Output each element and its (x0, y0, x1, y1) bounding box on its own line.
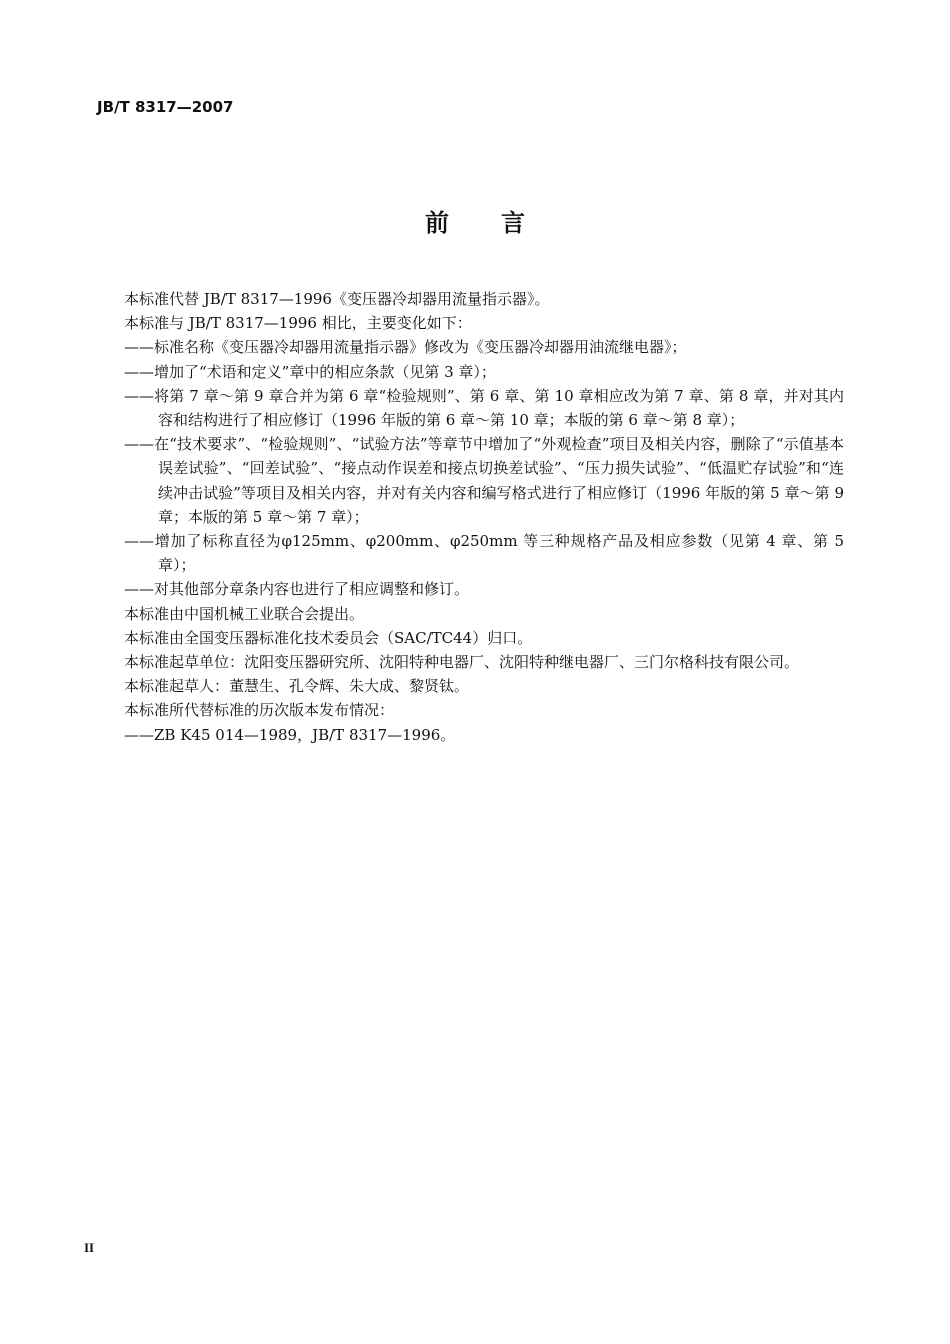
title-char-1: 前 (425, 209, 449, 237)
foreword-body (92, 287, 844, 747)
page-number: II (84, 1240, 95, 1255)
paragraph-changes-intro: 本标准与 JB/T 8317—1996 相比，主要变化如下： (124, 314, 472, 333)
list-item-tests: ——在“技术要求”、“检验规则”、“试验方法”等章节中增加了“外观检查”项目及相关内容，删除了“示值基本误差试验”、“回差试验”、“接点动作误差和接点切换差试验”、“压力损失试验”、“低温贮存试验”和“连续冲击试验”等项目及相关内容，并对有关内容和编写格式进行了相应修订（1996 年版的第 5 章～第 9 章；本版的第 5 章～第 7 章）； (124, 435, 844, 526)
list-item-chapters: ——将第 7 章～第 9 章合并为第 6 章“检验规则”、第 6 章、第 10 章相应改为第 7 章、第 8 章，并对其内容和结构进行了相应修订（1996 年版的第 6 章～第 10 章；本版的第 6 章～第 8 章）； (124, 386, 844, 430)
list-item-terms: ——增加了“术语和定义”章中的相应条款（见第 3 章）； (124, 362, 496, 381)
list-item-rename: ——标准名称《变压器冷却器用流量指示器》修改为《变压器冷却器用油流继电器》； (124, 338, 687, 357)
paragraph-drafting-units: 本标准起草单位：沈阳变压器研究所、沈阳特种电器厂、沈阳特种继电器厂、三门尔格科技有限公司。 (124, 653, 800, 672)
paragraph-proposed: 本标准由中国机械工业联合会提出。 (124, 604, 365, 623)
title-char-2: 言 (501, 209, 525, 237)
list-item-sizes: ——增加了标称直径为φ125mm、φ200mm、φ250mm 等三种规格产品及相应参数（见第 4 章、第 5 章）； (124, 532, 844, 575)
paragraph-committee: 本标准由全国变压器标准化技术委员会（SAC/TC44）归口。 (124, 628, 533, 647)
standard-code: JB/T 8317—2007 (97, 98, 234, 116)
list-item-history: ——ZB K45 014—1989，JB/T 8317—1996。 (124, 725, 456, 744)
list-item-other: ——对其他部分章条内容也进行了相应调整和修订。 (124, 580, 470, 599)
paragraph-replaces: 本标准代替 JB/T 8317—1996《变压器冷却器用流量指示器》。 (124, 290, 550, 308)
paragraph-history-intro: 本标准所代替标准的历次版本发布情况： (124, 701, 395, 720)
page-title (0, 203, 950, 238)
paragraph-drafters: 本标准起草人：董慧生、孔令辉、朱大成、黎贤钛。 (124, 677, 470, 696)
